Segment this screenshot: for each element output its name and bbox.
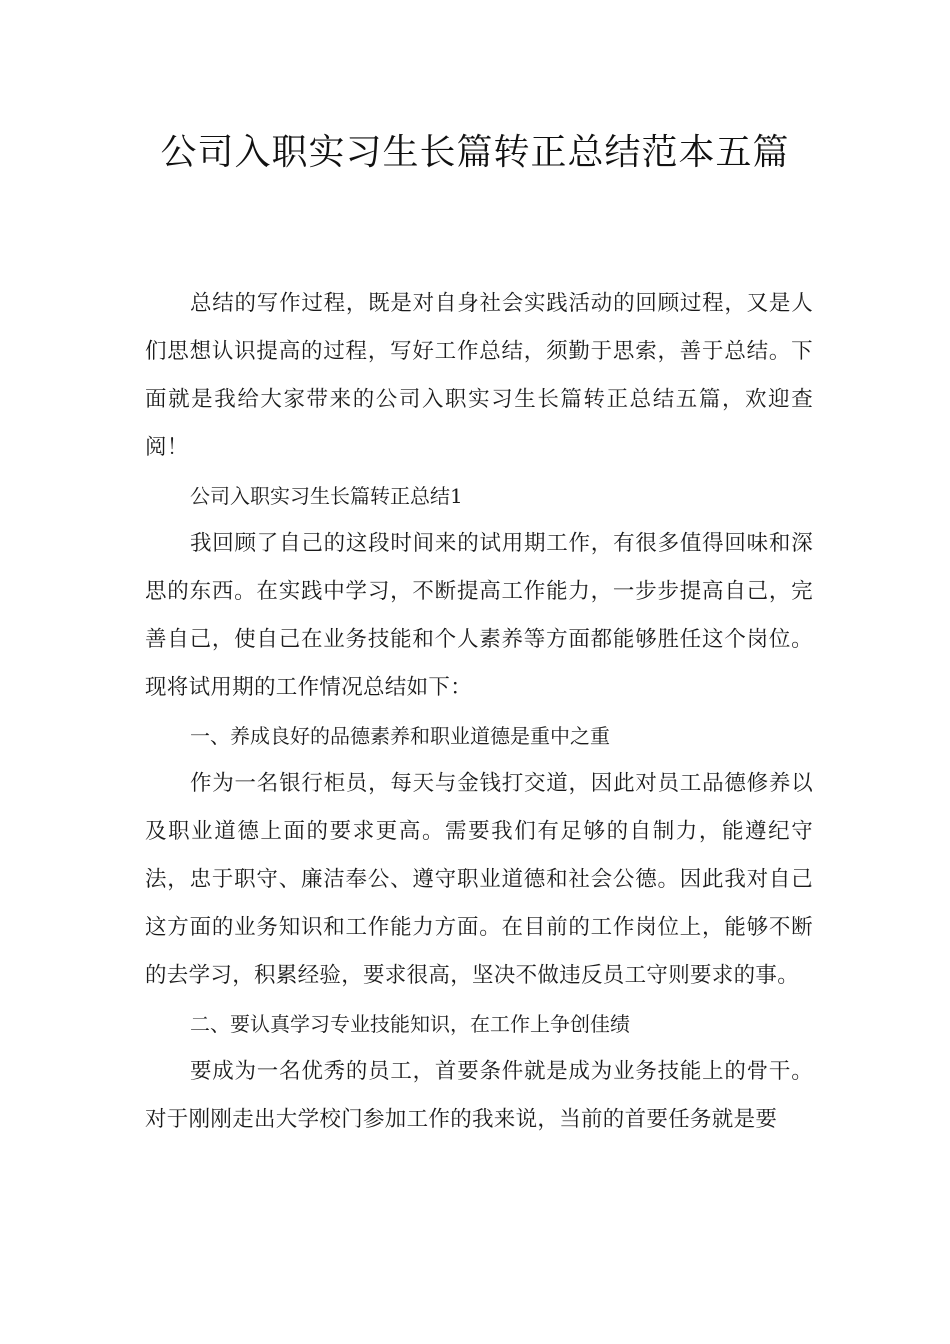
section-heading-2: 二、要认真学习专业技能知识，在工作上争创佳绩 bbox=[190, 1012, 630, 1036]
document-title: 公司入职实习生长篇转正总结范本五篇 bbox=[160, 132, 790, 173]
section-heading-summary-1: 公司入职实习生长篇转正总结1 bbox=[190, 484, 463, 508]
body-paragraph: 我回顾了自己的这段时间来的试用期工作，有很多值得回味和深思的东西。在实践中学习，不断提高工作能力，一步步提高自己，完善自己，使自己在业务技能和个人素养等方面都能够胜任这个岗位。现将试用期的工作情况总结如下： bbox=[145, 531, 813, 700]
section-heading-1: 一、养成良好的品德素养和职业道德是重中之重 bbox=[190, 724, 610, 748]
body-paragraph: 要成为一名优秀的员工，首要条件就是成为业务技能上的骨干。对于刚刚走出大学校门参加工作的我来说，当前的首要任务就是要 bbox=[145, 1059, 813, 1132]
body-paragraph: 作为一名银行柜员，每天与金钱打交道，因此对员工品德修养以及职业道德上面的要求更高。需要我们有足够的自制力，能遵纪守法，忠于职守、廉洁奉公、遵守职业道德和社会公德。因此我对自己这方面的业务知识和工作能力方面。在目前的工作岗位上，能够不断的去学习，积累经验，要求很高，坚决不做违反员工守则要求的事。 bbox=[145, 771, 813, 988]
intro-paragraph: 总结的写作过程，既是对自身社会实践活动的回顾过程，又是人们思想认识提高的过程，写好工作总结，须勤于思索，善于总结。下面就是我给大家带来的公司入职实习生长篇转正总结五篇，欢迎查阅！ bbox=[145, 291, 813, 460]
document-body bbox=[145, 280, 813, 1144]
